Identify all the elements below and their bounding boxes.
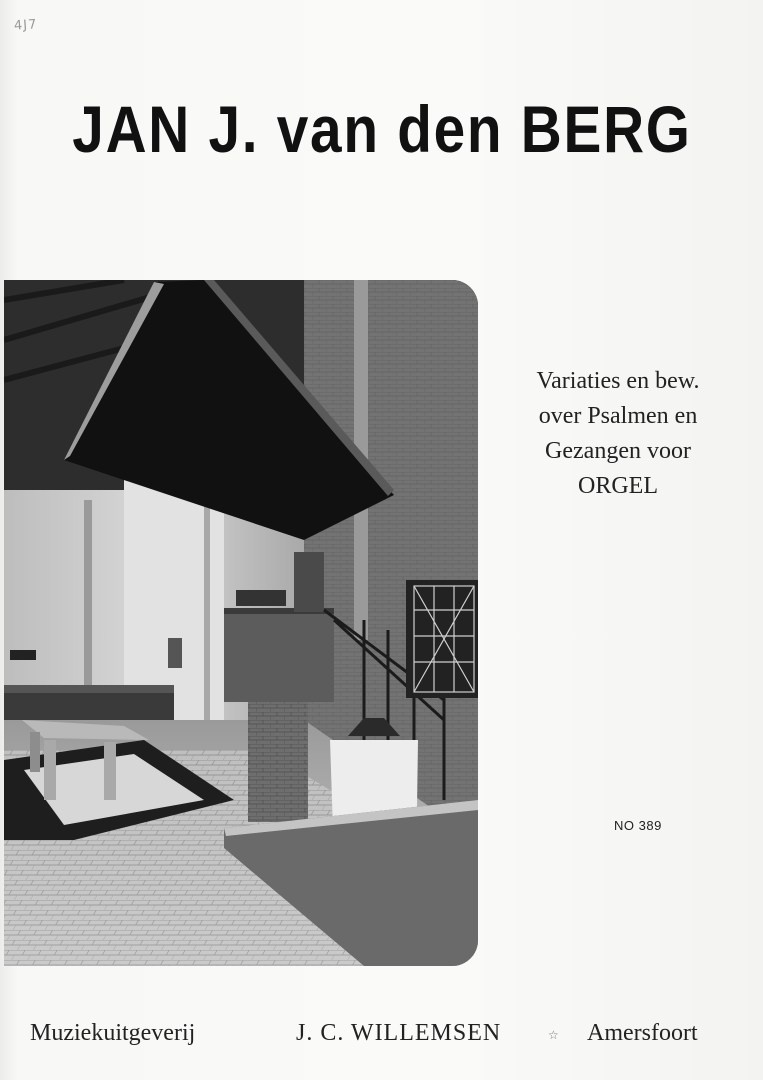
subtitle-line-1: Variaties en bew. [536,368,700,394]
church-interior-photo [4,280,478,966]
publisher-name: J. C. WILLEMSEN [296,1020,502,1046]
subtitle-line-3: Gezangen voor [545,438,691,464]
publisher-footer [0,1016,763,1056]
subtitle-line-4: ORGEL [578,473,658,499]
publisher-city: Amersfoort [587,1020,698,1046]
work-description [496,364,740,504]
star-separator-icon: ☆ [548,1028,559,1042]
subtitle-line-2: over Psalmen en [538,403,698,429]
publisher-type: Muziekuitgeverij [30,1020,196,1046]
catalog-number: NO 389 [614,818,662,833]
photo-illustration [4,280,478,966]
handwritten-note: 4J7 [13,17,38,34]
composer-title: JAN J. van den BERG [72,92,692,166]
